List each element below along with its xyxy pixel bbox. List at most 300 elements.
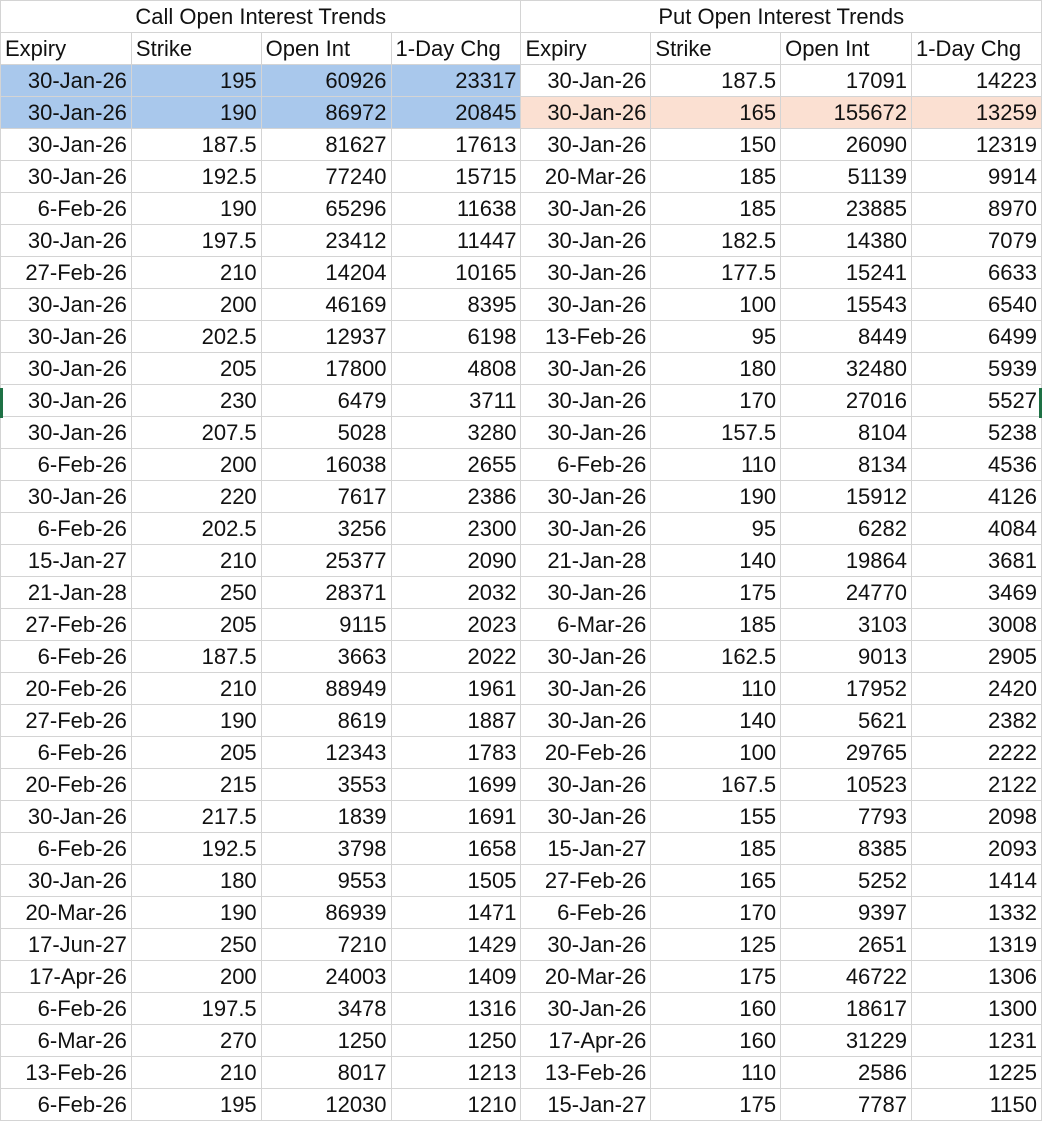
call-day-chg-cell[interactable]: 17613: [391, 129, 521, 161]
selection-edge-marker-left: [0, 388, 3, 418]
put-open-int-cell[interactable]: 7793: [781, 801, 912, 833]
call-strike-cell[interactable]: 197.5: [131, 993, 261, 1025]
put-open-int-cell[interactable]: 9397: [781, 897, 912, 929]
call-day-chg-cell[interactable]: 1691: [391, 801, 521, 833]
call-open-int-cell[interactable]: 6479: [261, 385, 391, 417]
call-open-int-cell[interactable]: 60926: [261, 65, 391, 97]
call-expiry-cell[interactable]: 27-Feb-26: [1, 609, 132, 641]
call-expiry-cell[interactable]: 6-Feb-26: [1, 449, 132, 481]
put-day-chg-cell[interactable]: 6633: [912, 257, 1042, 289]
put-open-int-cell[interactable]: 5252: [781, 865, 912, 897]
call-open-int-cell[interactable]: 7210: [261, 929, 391, 961]
put-day-chg-cell[interactable]: 7079: [912, 225, 1042, 257]
put-expiry-cell[interactable]: 30-Jan-26: [521, 97, 651, 129]
put-expiry-cell[interactable]: 15-Jan-27: [521, 1089, 651, 1121]
put-strike-cell[interactable]: 155: [651, 801, 781, 833]
call-strike-cell[interactable]: 192.5: [131, 161, 261, 193]
put-strike-cell[interactable]: 162.5: [651, 641, 781, 673]
call-open-int-cell[interactable]: 8619: [261, 705, 391, 737]
put-open-int-cell[interactable]: 8385: [781, 833, 912, 865]
call-strike-cell[interactable]: 230: [131, 385, 261, 417]
call-expiry-cell[interactable]: 6-Feb-26: [1, 993, 132, 1025]
call-strike-cell[interactable]: 195: [131, 65, 261, 97]
table-row: [1, 993, 1042, 1025]
call-expiry-cell[interactable]: 27-Feb-26: [1, 705, 132, 737]
put-expiry-cell[interactable]: 20-Feb-26: [521, 737, 651, 769]
call-day-chg-cell[interactable]: 2300: [391, 513, 521, 545]
call-day-chg-cell[interactable]: 1699: [391, 769, 521, 801]
put-strike-cell[interactable]: 170: [651, 897, 781, 929]
table-row: [1, 289, 1042, 321]
call-expiry-cell[interactable]: 6-Mar-26: [1, 1025, 132, 1057]
put-open-int-cell[interactable]: 8449: [781, 321, 912, 353]
table-row: [1, 545, 1042, 577]
put-strike-cell[interactable]: 140: [651, 705, 781, 737]
put-day-chg-cell[interactable]: 1300: [912, 993, 1042, 1025]
put-open-int-cell[interactable]: 5621: [781, 705, 912, 737]
put-open-int-cell[interactable]: 26090: [781, 129, 912, 161]
put-open-int-cell[interactable]: 15241: [781, 257, 912, 289]
call-day-chg-cell[interactable]: 11638: [391, 193, 521, 225]
call-open-int-cell[interactable]: 81627: [261, 129, 391, 161]
call-open-int-cell[interactable]: 23412: [261, 225, 391, 257]
put-day-chg-cell[interactable]: 4126: [912, 481, 1042, 513]
call-expiry-cell[interactable]: 20-Mar-26: [1, 897, 132, 929]
call-open-int-cell[interactable]: 9115: [261, 609, 391, 641]
put-day-chg-cell[interactable]: 2222: [912, 737, 1042, 769]
call-strike-cell[interactable]: 192.5: [131, 833, 261, 865]
put-day-chg-cell[interactable]: 4536: [912, 449, 1042, 481]
call-day-chg-cell[interactable]: 1316: [391, 993, 521, 1025]
call-open-int-cell[interactable]: 1250: [261, 1025, 391, 1057]
put-day-chg-cell[interactable]: 3469: [912, 577, 1042, 609]
put-expiry-cell[interactable]: 17-Apr-26: [521, 1025, 651, 1057]
table-row: [1, 1089, 1042, 1121]
put-strike-cell[interactable]: 110: [651, 673, 781, 705]
call-strike-cell[interactable]: 207.5: [131, 417, 261, 449]
call-open-int-cell[interactable]: 3478: [261, 993, 391, 1025]
put-section-title[interactable]: Put Open Interest Trends: [521, 1, 1042, 33]
table-row: [1, 97, 1042, 129]
call-day-chg-cell[interactable]: 1210: [391, 1089, 521, 1121]
put-expiry-cell[interactable]: 30-Jan-26: [521, 65, 651, 97]
put-expiry-cell[interactable]: 30-Jan-26: [521, 225, 651, 257]
call-strike-cell[interactable]: 210: [131, 673, 261, 705]
call-expiry-cell[interactable]: 20-Feb-26: [1, 673, 132, 705]
put-open-int-cell[interactable]: 23885: [781, 193, 912, 225]
put-day-chg-cell[interactable]: 2420: [912, 673, 1042, 705]
table-row: [1, 897, 1042, 929]
put-open-int-cell[interactable]: 18617: [781, 993, 912, 1025]
call-expiry-cell[interactable]: 15-Jan-27: [1, 545, 132, 577]
call-day-chg-cell[interactable]: 20845: [391, 97, 521, 129]
put-open-int-cell[interactable]: 2651: [781, 929, 912, 961]
put-day-chg-cell[interactable]: 1319: [912, 929, 1042, 961]
call-open-int-cell[interactable]: 3798: [261, 833, 391, 865]
put-open-int-cell[interactable]: 8134: [781, 449, 912, 481]
put-strike-cell[interactable]: 160: [651, 993, 781, 1025]
put-strike-cell[interactable]: 125: [651, 929, 781, 961]
put-open-int-cell[interactable]: 15912: [781, 481, 912, 513]
call-expiry-cell[interactable]: 30-Jan-26: [1, 161, 132, 193]
put-expiry-cell[interactable]: 30-Jan-26: [521, 673, 651, 705]
put-day-chg-cell[interactable]: 2098: [912, 801, 1042, 833]
call-strike-cell[interactable]: 197.5: [131, 225, 261, 257]
call-expiry-cell[interactable]: 17-Apr-26: [1, 961, 132, 993]
call-day-chg-cell[interactable]: 1887: [391, 705, 521, 737]
call-open-int-cell[interactable]: 3256: [261, 513, 391, 545]
put-expiry-cell[interactable]: 15-Jan-27: [521, 833, 651, 865]
call-strike-header[interactable]: Strike: [131, 33, 261, 65]
call-open-int-cell[interactable]: 12343: [261, 737, 391, 769]
put-open-int-cell[interactable]: 7787: [781, 1089, 912, 1121]
put-expiry-cell[interactable]: 13-Feb-26: [521, 321, 651, 353]
call-strike-cell[interactable]: 190: [131, 897, 261, 929]
put-strike-cell[interactable]: 190: [651, 481, 781, 513]
call-expiry-cell[interactable]: 6-Feb-26: [1, 1089, 132, 1121]
put-strike-cell[interactable]: 95: [651, 321, 781, 353]
call-open-int-cell[interactable]: 88949: [261, 673, 391, 705]
put-day-chg-cell[interactable]: 6499: [912, 321, 1042, 353]
call-open-int-cell[interactable]: 1839: [261, 801, 391, 833]
put-strike-cell[interactable]: 167.5: [651, 769, 781, 801]
call-expiry-cell[interactable]: 30-Jan-26: [1, 225, 132, 257]
put-day-chg-cell[interactable]: 8970: [912, 193, 1042, 225]
call-day-chg-cell[interactable]: 2022: [391, 641, 521, 673]
call-open-int-cell[interactable]: 14204: [261, 257, 391, 289]
table-row: [1, 769, 1042, 801]
call-day-chg-cell[interactable]: 2090: [391, 545, 521, 577]
call-open-int-cell[interactable]: 7617: [261, 481, 391, 513]
table-row: [1, 641, 1042, 673]
call-day-chg-cell[interactable]: 1961: [391, 673, 521, 705]
call-open-int-cell[interactable]: 12030: [261, 1089, 391, 1121]
put-day-chg-cell[interactable]: 13259: [912, 97, 1042, 129]
call-open-int-cell[interactable]: 86939: [261, 897, 391, 929]
table-row: [1, 65, 1042, 97]
put-expiry-cell[interactable]: 30-Jan-26: [521, 385, 651, 417]
call-strike-cell[interactable]: 202.5: [131, 513, 261, 545]
call-open-int-cell[interactable]: 65296: [261, 193, 391, 225]
call-expiry-cell[interactable]: 21-Jan-28: [1, 577, 132, 609]
call-open-int-cell[interactable]: 16038: [261, 449, 391, 481]
call-day-chg-cell[interactable]: 1783: [391, 737, 521, 769]
call-strike-cell[interactable]: 190: [131, 97, 261, 129]
call-strike-cell[interactable]: 210: [131, 257, 261, 289]
put-day-chg-cell[interactable]: 1414: [912, 865, 1042, 897]
put-strike-cell[interactable]: 185: [651, 193, 781, 225]
put-day-chg-cell[interactable]: 6540: [912, 289, 1042, 321]
put-expiry-cell[interactable]: 6-Mar-26: [521, 609, 651, 641]
put-day-chg-cell[interactable]: 5527: [912, 385, 1042, 417]
put-strike-cell[interactable]: 110: [651, 1057, 781, 1089]
call-strike-cell[interactable]: 180: [131, 865, 261, 897]
put-strike-cell[interactable]: 185: [651, 161, 781, 193]
put-day-chg-cell[interactable]: 4084: [912, 513, 1042, 545]
call-open-int-cell[interactable]: 5028: [261, 417, 391, 449]
put-day-chg-cell[interactable]: 2093: [912, 833, 1042, 865]
table-row: [1, 225, 1042, 257]
put-open-int-cell[interactable]: 19864: [781, 545, 912, 577]
put-open-int-cell[interactable]: 8104: [781, 417, 912, 449]
put-day-chg-cell[interactable]: 9914: [912, 161, 1042, 193]
call-strike-cell[interactable]: 215: [131, 769, 261, 801]
call-expiry-cell[interactable]: 30-Jan-26: [1, 129, 132, 161]
table-row: [1, 577, 1042, 609]
call-expiry-cell[interactable]: 6-Feb-26: [1, 737, 132, 769]
put-open-int-cell[interactable]: 51139: [781, 161, 912, 193]
table-row: [1, 161, 1042, 193]
call-day-chg-cell[interactable]: 2655: [391, 449, 521, 481]
put-day-chg-header[interactable]: 1-Day Chg: [912, 33, 1042, 65]
call-open-int-cell[interactable]: 28371: [261, 577, 391, 609]
call-strike-cell[interactable]: 202.5: [131, 321, 261, 353]
call-expiry-cell[interactable]: 6-Feb-26: [1, 641, 132, 673]
put-day-chg-cell[interactable]: 1231: [912, 1025, 1042, 1057]
put-strike-cell[interactable]: 185: [651, 609, 781, 641]
call-day-chg-cell[interactable]: 23317: [391, 65, 521, 97]
table-row: [1, 833, 1042, 865]
put-expiry-cell[interactable]: 30-Jan-26: [521, 769, 651, 801]
call-day-chg-cell[interactable]: 1409: [391, 961, 521, 993]
table-row: [1, 1057, 1042, 1089]
put-day-chg-cell[interactable]: 5238: [912, 417, 1042, 449]
put-day-chg-cell[interactable]: 1306: [912, 961, 1042, 993]
put-expiry-cell[interactable]: 30-Jan-26: [521, 193, 651, 225]
call-strike-cell[interactable]: 195: [131, 1089, 261, 1121]
put-strike-cell[interactable]: 185: [651, 833, 781, 865]
call-expiry-cell[interactable]: 30-Jan-26: [1, 289, 132, 321]
call-day-chg-cell[interactable]: 3711: [391, 385, 521, 417]
call-open-int-cell[interactable]: 17800: [261, 353, 391, 385]
put-open-int-header[interactable]: Open Int: [781, 33, 912, 65]
call-strike-cell[interactable]: 250: [131, 577, 261, 609]
put-expiry-cell[interactable]: 21-Jan-28: [521, 545, 651, 577]
put-expiry-cell[interactable]: 27-Feb-26: [521, 865, 651, 897]
put-strike-cell[interactable]: 175: [651, 1089, 781, 1121]
put-expiry-cell[interactable]: 30-Jan-26: [521, 513, 651, 545]
put-strike-cell[interactable]: 95: [651, 513, 781, 545]
put-expiry-cell[interactable]: 30-Jan-26: [521, 417, 651, 449]
call-expiry-cell[interactable]: 20-Feb-26: [1, 769, 132, 801]
call-strike-cell[interactable]: 210: [131, 545, 261, 577]
call-open-int-cell[interactable]: 12937: [261, 321, 391, 353]
put-expiry-cell[interactable]: 30-Jan-26: [521, 577, 651, 609]
put-day-chg-cell[interactable]: 2905: [912, 641, 1042, 673]
call-expiry-cell[interactable]: 30-Jan-26: [1, 385, 132, 417]
put-open-int-cell[interactable]: 31229: [781, 1025, 912, 1057]
call-expiry-cell[interactable]: 6-Feb-26: [1, 193, 132, 225]
call-strike-cell[interactable]: 200: [131, 449, 261, 481]
put-strike-cell[interactable]: 165: [651, 865, 781, 897]
put-open-int-cell[interactable]: 17952: [781, 673, 912, 705]
put-open-int-cell[interactable]: 32480: [781, 353, 912, 385]
call-expiry-cell[interactable]: 30-Jan-26: [1, 417, 132, 449]
call-day-chg-cell[interactable]: 1213: [391, 1057, 521, 1089]
call-open-int-cell[interactable]: 46169: [261, 289, 391, 321]
put-day-chg-cell[interactable]: 1332: [912, 897, 1042, 929]
put-open-int-cell[interactable]: 2586: [781, 1057, 912, 1089]
call-day-chg-cell[interactable]: 1505: [391, 865, 521, 897]
call-day-chg-cell[interactable]: 1471: [391, 897, 521, 929]
put-day-chg-cell[interactable]: 12319: [912, 129, 1042, 161]
call-open-int-cell[interactable]: 3663: [261, 641, 391, 673]
put-expiry-cell[interactable]: 30-Jan-26: [521, 929, 651, 961]
put-expiry-cell[interactable]: 30-Jan-26: [521, 353, 651, 385]
call-day-chg-cell[interactable]: 15715: [391, 161, 521, 193]
table-row: [1, 193, 1042, 225]
call-strike-cell[interactable]: 205: [131, 353, 261, 385]
call-strike-cell[interactable]: 190: [131, 705, 261, 737]
put-open-int-cell[interactable]: 14380: [781, 225, 912, 257]
call-day-chg-cell[interactable]: 1250: [391, 1025, 521, 1057]
call-expiry-cell[interactable]: 30-Jan-26: [1, 801, 132, 833]
call-day-chg-cell[interactable]: 2386: [391, 481, 521, 513]
put-open-int-cell[interactable]: 46722: [781, 961, 912, 993]
put-strike-header[interactable]: Strike: [651, 33, 781, 65]
call-strike-cell[interactable]: 200: [131, 289, 261, 321]
call-day-chg-cell[interactable]: 11447: [391, 225, 521, 257]
call-day-chg-cell[interactable]: 2023: [391, 609, 521, 641]
call-strike-cell[interactable]: 217.5: [131, 801, 261, 833]
put-strike-cell[interactable]: 165: [651, 97, 781, 129]
put-day-chg-cell[interactable]: 2122: [912, 769, 1042, 801]
call-day-chg-header[interactable]: 1-Day Chg: [391, 33, 521, 65]
put-expiry-cell[interactable]: 30-Jan-26: [521, 481, 651, 513]
put-open-int-cell[interactable]: 24770: [781, 577, 912, 609]
put-strike-cell[interactable]: 177.5: [651, 257, 781, 289]
call-expiry-cell[interactable]: 6-Feb-26: [1, 513, 132, 545]
table-row: [1, 865, 1042, 897]
call-open-int-cell[interactable]: 9553: [261, 865, 391, 897]
table-row: [1, 353, 1042, 385]
put-day-chg-cell[interactable]: 14223: [912, 65, 1042, 97]
table-row: [1, 705, 1042, 737]
call-expiry-cell[interactable]: 17-Jun-27: [1, 929, 132, 961]
put-strike-cell[interactable]: 157.5: [651, 417, 781, 449]
call-expiry-cell[interactable]: 30-Jan-26: [1, 865, 132, 897]
put-strike-cell[interactable]: 170: [651, 385, 781, 417]
put-expiry-cell[interactable]: 30-Jan-26: [521, 801, 651, 833]
put-day-chg-cell[interactable]: 2382: [912, 705, 1042, 737]
put-day-chg-cell[interactable]: 5939: [912, 353, 1042, 385]
call-strike-cell[interactable]: 187.5: [131, 129, 261, 161]
put-open-int-cell[interactable]: 10523: [781, 769, 912, 801]
call-expiry-cell[interactable]: 13-Feb-26: [1, 1057, 132, 1089]
call-expiry-header[interactable]: Expiry: [1, 33, 132, 65]
call-expiry-cell[interactable]: 30-Jan-26: [1, 97, 132, 129]
put-day-chg-cell[interactable]: 1225: [912, 1057, 1042, 1089]
put-strike-cell[interactable]: 160: [651, 1025, 781, 1057]
put-day-chg-cell[interactable]: 3008: [912, 609, 1042, 641]
call-open-int-cell[interactable]: 24003: [261, 961, 391, 993]
call-expiry-cell[interactable]: 30-Jan-26: [1, 353, 132, 385]
put-expiry-header[interactable]: Expiry: [521, 33, 651, 65]
put-strike-cell[interactable]: 110: [651, 449, 781, 481]
call-open-int-cell[interactable]: 77240: [261, 161, 391, 193]
put-strike-cell[interactable]: 182.5: [651, 225, 781, 257]
call-day-chg-cell[interactable]: 3280: [391, 417, 521, 449]
put-expiry-cell[interactable]: 6-Feb-26: [521, 897, 651, 929]
call-expiry-cell[interactable]: 30-Jan-26: [1, 65, 132, 97]
put-open-int-cell[interactable]: 17091: [781, 65, 912, 97]
put-expiry-cell[interactable]: 30-Jan-26: [521, 993, 651, 1025]
put-strike-cell[interactable]: 150: [651, 129, 781, 161]
table-row: [1, 417, 1042, 449]
call-strike-cell[interactable]: 220: [131, 481, 261, 513]
put-strike-cell[interactable]: 100: [651, 289, 781, 321]
call-expiry-cell[interactable]: 6-Feb-26: [1, 833, 132, 865]
table-row: [1, 1025, 1042, 1057]
put-expiry-cell[interactable]: 30-Jan-26: [521, 129, 651, 161]
put-strike-cell[interactable]: 187.5: [651, 65, 781, 97]
put-open-int-cell[interactable]: 9013: [781, 641, 912, 673]
put-expiry-cell[interactable]: 13-Feb-26: [521, 1057, 651, 1089]
put-open-int-cell[interactable]: 27016: [781, 385, 912, 417]
call-day-chg-cell[interactable]: 10165: [391, 257, 521, 289]
call-strike-cell[interactable]: 187.5: [131, 641, 261, 673]
call-day-chg-cell[interactable]: 6198: [391, 321, 521, 353]
call-strike-cell[interactable]: 200: [131, 961, 261, 993]
put-expiry-cell[interactable]: 6-Feb-26: [521, 449, 651, 481]
put-open-int-cell[interactable]: 6282: [781, 513, 912, 545]
table-row: [1, 737, 1042, 769]
put-strike-cell[interactable]: 180: [651, 353, 781, 385]
call-day-chg-cell[interactable]: 2032: [391, 577, 521, 609]
call-open-int-cell[interactable]: 8017: [261, 1057, 391, 1089]
call-open-int-cell[interactable]: 25377: [261, 545, 391, 577]
call-strike-cell[interactable]: 250: [131, 929, 261, 961]
call-day-chg-cell[interactable]: 4808: [391, 353, 521, 385]
table-row: [1, 129, 1042, 161]
call-section-title[interactable]: Call Open Interest Trends: [1, 1, 521, 33]
call-open-int-cell[interactable]: 3553: [261, 769, 391, 801]
put-open-int-cell[interactable]: 155672: [781, 97, 912, 129]
put-expiry-cell[interactable]: 30-Jan-26: [521, 289, 651, 321]
call-expiry-cell[interactable]: 30-Jan-26: [1, 321, 132, 353]
call-day-chg-cell[interactable]: 1658: [391, 833, 521, 865]
put-expiry-cell[interactable]: 20-Mar-26: [521, 961, 651, 993]
call-expiry-cell[interactable]: 30-Jan-26: [1, 481, 132, 513]
call-strike-cell[interactable]: 205: [131, 609, 261, 641]
put-strike-cell[interactable]: 100: [651, 737, 781, 769]
call-strike-cell[interactable]: 205: [131, 737, 261, 769]
call-strike-cell[interactable]: 270: [131, 1025, 261, 1057]
call-day-chg-cell[interactable]: 1429: [391, 929, 521, 961]
call-day-chg-cell[interactable]: 8395: [391, 289, 521, 321]
put-strike-cell[interactable]: 140: [651, 545, 781, 577]
put-open-int-cell[interactable]: 3103: [781, 609, 912, 641]
put-open-int-cell[interactable]: 29765: [781, 737, 912, 769]
put-strike-cell[interactable]: 175: [651, 961, 781, 993]
call-strike-cell[interactable]: 210: [131, 1057, 261, 1089]
put-expiry-cell[interactable]: 20-Mar-26: [521, 161, 651, 193]
call-open-int-header[interactable]: Open Int: [261, 33, 391, 65]
call-expiry-cell[interactable]: 27-Feb-26: [1, 257, 132, 289]
put-strike-cell[interactable]: 175: [651, 577, 781, 609]
put-expiry-cell[interactable]: 30-Jan-26: [521, 257, 651, 289]
call-strike-cell[interactable]: 190: [131, 193, 261, 225]
table-row: [1, 449, 1042, 481]
table-row: [1, 609, 1042, 641]
put-day-chg-cell[interactable]: 1150: [912, 1089, 1042, 1121]
put-day-chg-cell[interactable]: 3681: [912, 545, 1042, 577]
call-open-int-cell[interactable]: 86972: [261, 97, 391, 129]
put-open-int-cell[interactable]: 15543: [781, 289, 912, 321]
put-expiry-cell[interactable]: 30-Jan-26: [521, 641, 651, 673]
header-row: [1, 33, 1042, 65]
put-expiry-cell[interactable]: 30-Jan-26: [521, 705, 651, 737]
